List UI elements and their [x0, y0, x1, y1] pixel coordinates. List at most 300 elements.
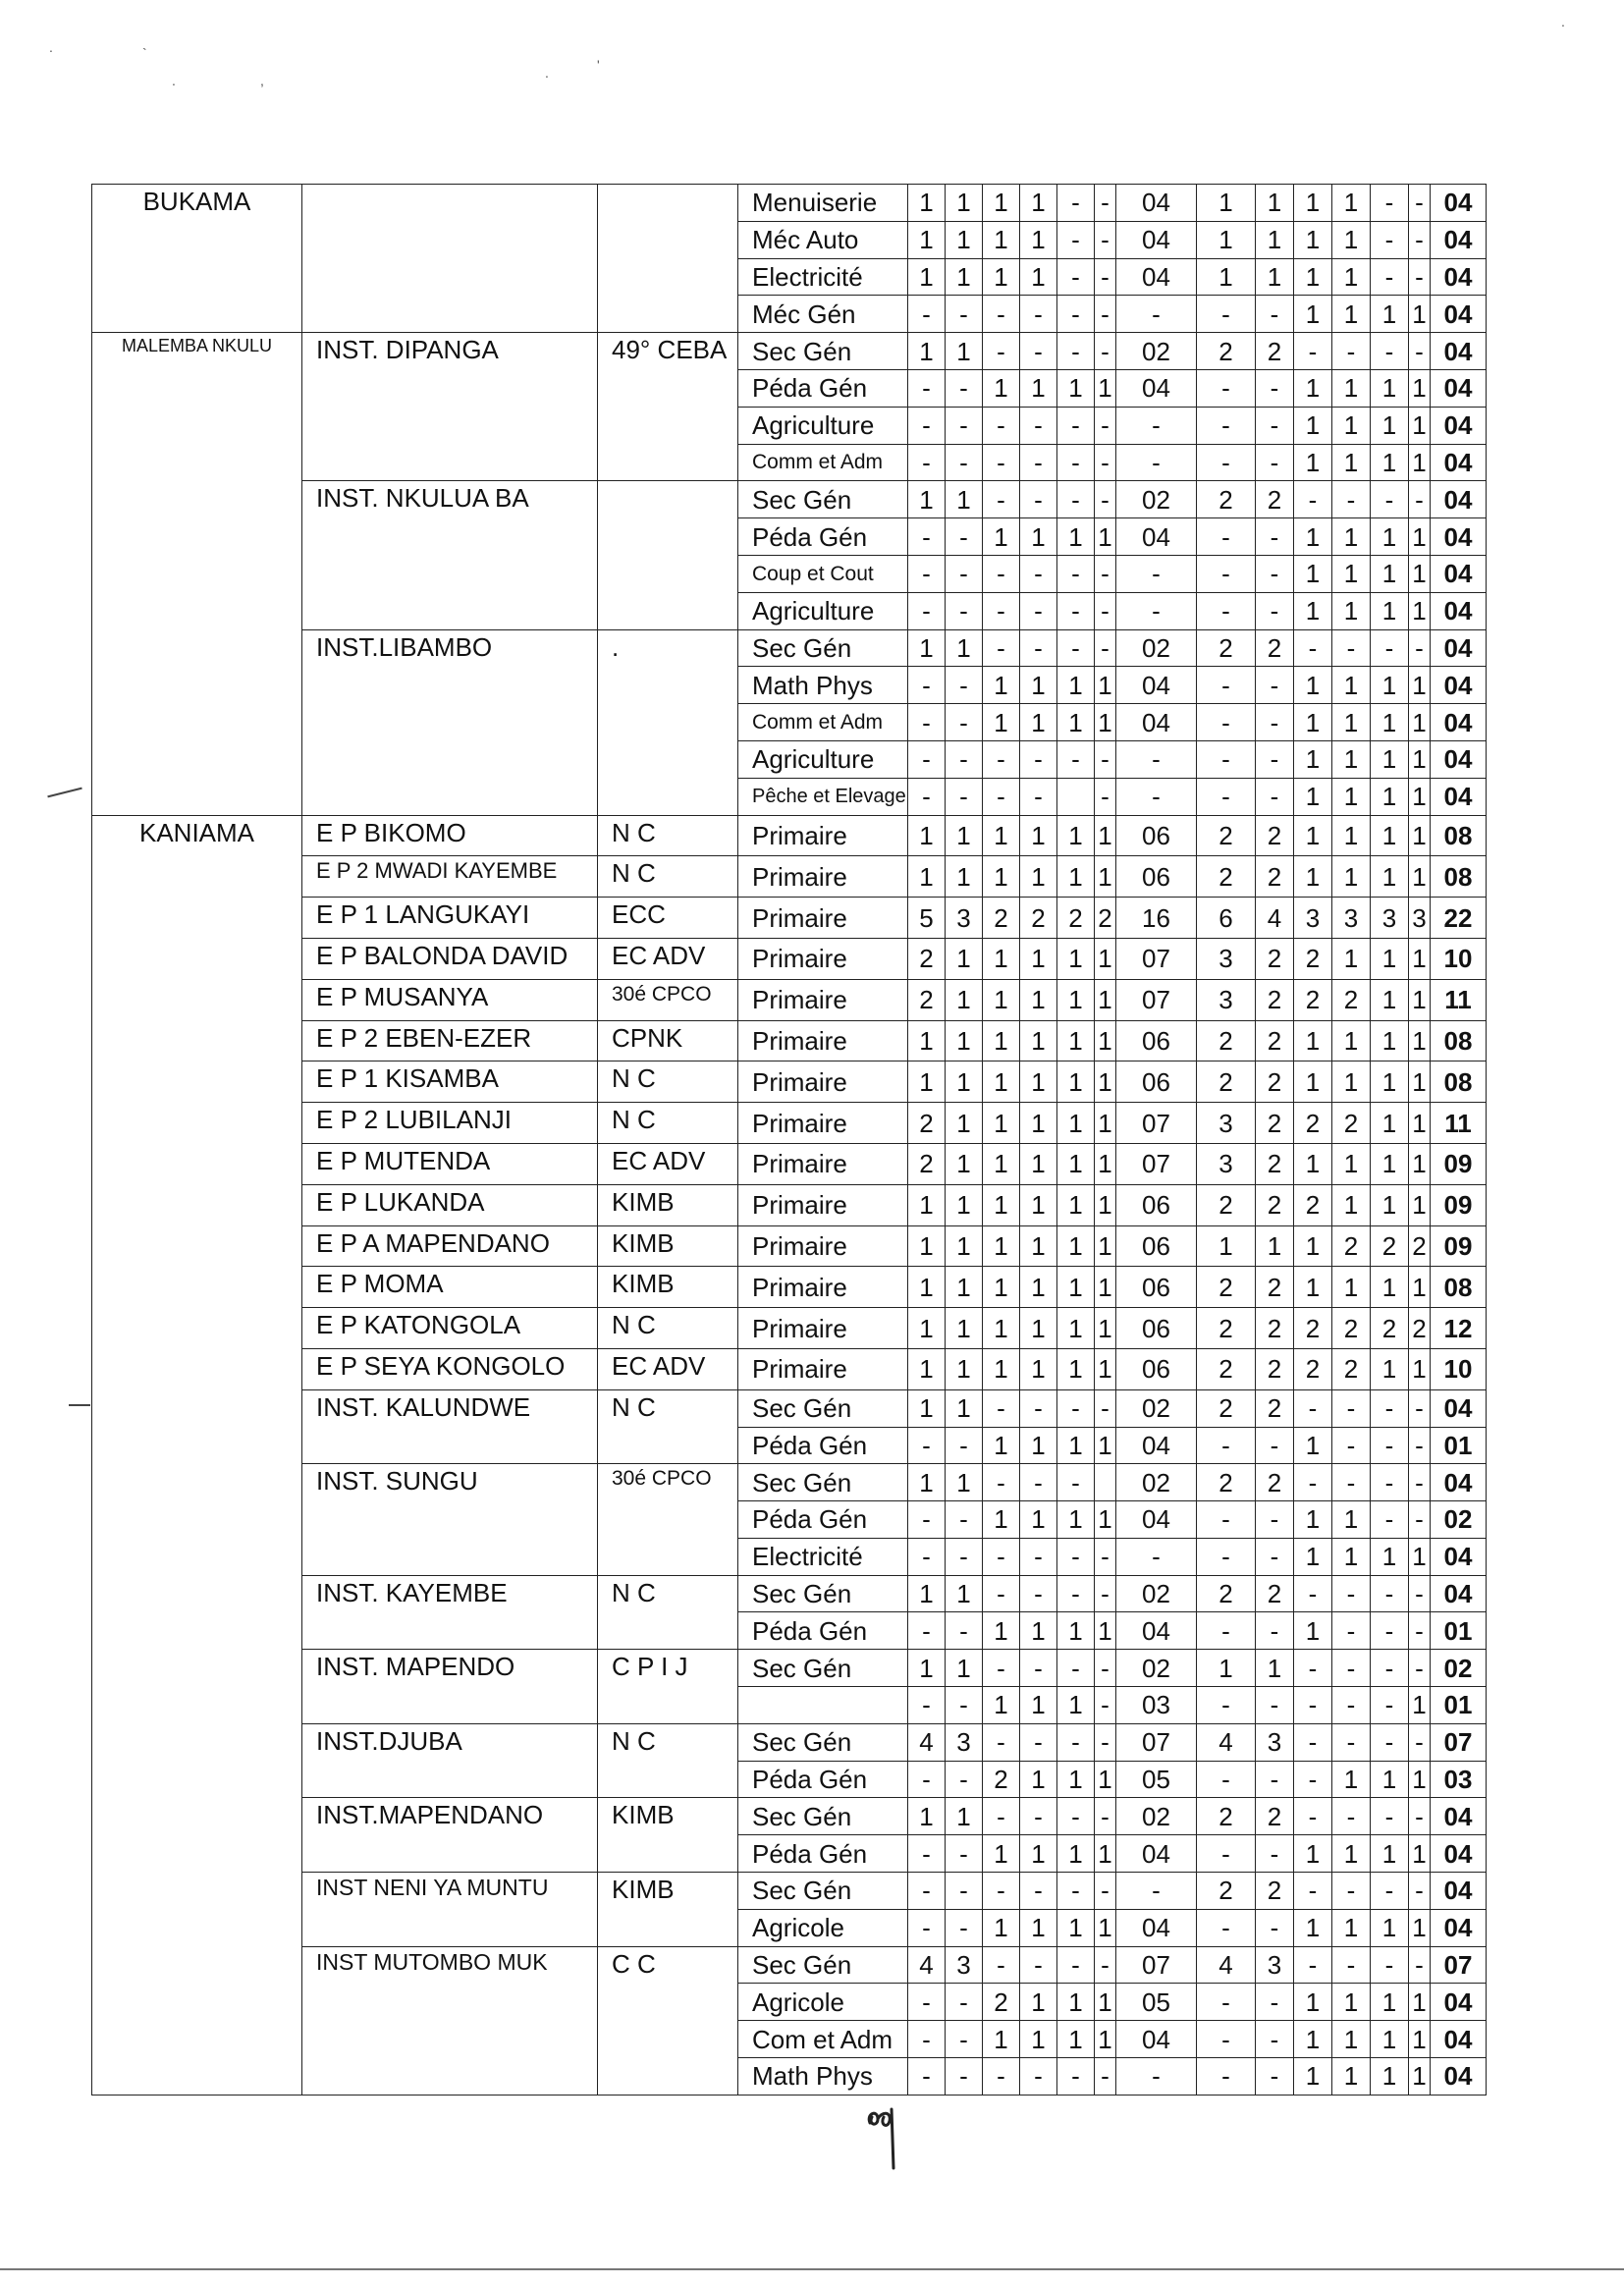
- count-cell: 1: [1294, 2021, 1332, 2058]
- count-cell: 3: [1197, 938, 1256, 979]
- count-cell: -: [908, 2021, 946, 2058]
- count-cell: 06: [1116, 1184, 1197, 1225]
- count-cell: -: [1294, 1575, 1332, 1612]
- school-cell: INST. KALUNDWE: [302, 1389, 598, 1464]
- count-cell: 1: [908, 258, 946, 296]
- count-cell: 1: [908, 1020, 946, 1061]
- regime-cell: [598, 185, 738, 333]
- count-cell: -: [1294, 333, 1332, 370]
- count-cell: -: [908, 2058, 946, 2096]
- count-cell: -: [946, 1538, 983, 1575]
- regime-cell: N C: [598, 1308, 738, 1349]
- count-cell: -: [1294, 1798, 1332, 1835]
- count-cell: -: [1256, 2021, 1294, 2058]
- count-cell: 2: [1256, 1798, 1294, 1835]
- total-cell: 09: [1431, 1225, 1487, 1267]
- school-cell: INST.MAPENDANO: [302, 1798, 598, 1873]
- count-cell: 1: [1409, 667, 1431, 704]
- count-cell: -: [1371, 1873, 1409, 1910]
- count-cell: 04: [1116, 185, 1197, 222]
- count-cell: 2: [983, 1761, 1020, 1798]
- count-cell: 1: [983, 258, 1020, 296]
- count-cell: -: [946, 407, 983, 444]
- total-cell: 01: [1431, 1612, 1487, 1650]
- count-cell: 2: [1256, 1464, 1294, 1501]
- count-cell: 1: [1409, 1687, 1431, 1724]
- count-cell: 1: [1095, 2021, 1116, 2058]
- count-cell: 1: [983, 1501, 1020, 1539]
- count-cell: -: [908, 704, 946, 741]
- regime-cell: C P I J: [598, 1650, 738, 1724]
- scan-mark: ,: [260, 73, 264, 88]
- option-cell: Péda Gén: [738, 518, 908, 556]
- count-cell: 1: [1020, 1835, 1057, 1873]
- option-cell: Primaire: [738, 1020, 908, 1061]
- option-cell: Pêche et Elevage: [738, 778, 908, 815]
- count-cell: -: [1057, 185, 1095, 222]
- count-cell: -: [1095, 1873, 1116, 1910]
- count-cell: 1: [1409, 1184, 1431, 1225]
- count-cell: -: [1409, 221, 1431, 258]
- count-cell: 1: [1294, 1835, 1332, 1873]
- count-cell: 1: [1409, 1909, 1431, 1946]
- count-cell: -: [1409, 258, 1431, 296]
- count-cell: 04: [1116, 1427, 1197, 1464]
- option-cell: Agriculture: [738, 407, 908, 444]
- count-cell: 1: [1057, 979, 1095, 1020]
- count-cell: 1: [946, 481, 983, 518]
- count-cell: 06: [1116, 1225, 1197, 1267]
- count-cell: 2: [1256, 1308, 1294, 1349]
- count-cell: 1: [1371, 1835, 1409, 1873]
- count-cell: 1: [946, 1061, 983, 1103]
- total-cell: 04: [1431, 258, 1487, 296]
- total-cell: 09: [1431, 1184, 1487, 1225]
- count-cell: 1: [1371, 778, 1409, 815]
- count-cell: -: [1057, 592, 1095, 629]
- regime-cell: 30é CPCO: [598, 979, 738, 1020]
- count-cell: -: [908, 1909, 946, 1946]
- regime-cell: N C: [598, 815, 738, 856]
- count-cell: -: [1409, 1427, 1431, 1464]
- total-cell: 08: [1431, 856, 1487, 898]
- option-cell: Primaire: [738, 1143, 908, 1184]
- count-cell: 2: [1197, 1184, 1256, 1225]
- count-cell: 1: [1197, 1650, 1256, 1687]
- count-cell: 1: [946, 1575, 983, 1612]
- count-cell: 1: [1095, 1225, 1116, 1267]
- school-cell: E P MUSANYA: [302, 979, 598, 1020]
- school-cell: E P 2 LUBILANJI: [302, 1103, 598, 1144]
- count-cell: 1: [1332, 258, 1371, 296]
- district-cell: KANIAMA: [92, 815, 302, 2095]
- total-cell: 10: [1431, 938, 1487, 979]
- count-cell: 1: [1095, 856, 1116, 898]
- count-cell: -: [1409, 1501, 1431, 1539]
- count-cell: 2: [1197, 856, 1256, 898]
- count-cell: 2: [1197, 815, 1256, 856]
- total-cell: 02: [1431, 1650, 1487, 1687]
- option-cell: Primaire: [738, 856, 908, 898]
- count-cell: 07: [1116, 938, 1197, 979]
- count-cell: 1: [946, 1143, 983, 1184]
- count-cell: 1: [1256, 1650, 1294, 1687]
- count-cell: -: [1197, 555, 1256, 592]
- count-cell: 6: [1197, 898, 1256, 939]
- count-cell: 2: [1197, 1389, 1256, 1427]
- count-cell: -: [1057, 1464, 1095, 1501]
- count-cell: 1: [1057, 1687, 1095, 1724]
- count-cell: -: [1332, 629, 1371, 667]
- count-cell: -: [1020, 629, 1057, 667]
- count-cell: 04: [1116, 1835, 1197, 1873]
- option-cell: Sec Gén: [738, 1650, 908, 1687]
- count-cell: 1: [1371, 1184, 1409, 1225]
- count-cell: 1: [1409, 856, 1431, 898]
- total-cell: 04: [1431, 704, 1487, 741]
- count-cell: -: [1197, 1687, 1256, 1724]
- count-cell: 1: [1057, 1427, 1095, 1464]
- count-cell: 1: [946, 1464, 983, 1501]
- count-cell: 1: [1020, 979, 1057, 1020]
- count-cell: 1: [1095, 1308, 1116, 1349]
- school-cell: INST MUTOMBO MUK: [302, 1946, 598, 2095]
- count-cell: -: [1197, 592, 1256, 629]
- count-cell: 1: [1020, 1984, 1057, 2021]
- option-cell: Math Phys: [738, 2058, 908, 2096]
- count-cell: -: [1256, 1835, 1294, 1873]
- count-cell: -: [1020, 1798, 1057, 1835]
- count-cell: -: [1294, 1761, 1332, 1798]
- count-cell: -: [1332, 481, 1371, 518]
- count-cell: -: [1332, 333, 1371, 370]
- count-cell: 1: [1409, 1348, 1431, 1389]
- count-cell: 1: [1371, 1020, 1409, 1061]
- count-cell: 2: [1256, 979, 1294, 1020]
- count-cell: -: [1020, 407, 1057, 444]
- count-cell: -: [1057, 1873, 1095, 1910]
- count-cell: -: [983, 1946, 1020, 1984]
- count-cell: 1: [1020, 1267, 1057, 1308]
- regime-cell: N C: [598, 1723, 738, 1798]
- count-cell: 2: [1256, 815, 1294, 856]
- count-cell: 2: [1197, 481, 1256, 518]
- count-cell: -: [908, 1687, 946, 1724]
- count-cell: 02: [1116, 1389, 1197, 1427]
- count-cell: -: [1332, 1650, 1371, 1687]
- count-cell: 1: [983, 518, 1020, 556]
- count-cell: 1: [1409, 1538, 1431, 1575]
- count-cell: -: [1020, 444, 1057, 481]
- total-cell: 04: [1431, 296, 1487, 333]
- count-cell: 1: [946, 815, 983, 856]
- count-cell: -: [1294, 1464, 1332, 1501]
- count-cell: 1: [1294, 1501, 1332, 1539]
- count-cell: 1: [1020, 1061, 1057, 1103]
- count-cell: 07: [1116, 1143, 1197, 1184]
- option-cell: Primaire: [738, 1103, 908, 1144]
- regime-cell: [598, 481, 738, 629]
- count-cell: -: [1116, 1873, 1197, 1910]
- count-cell: 04: [1116, 2021, 1197, 2058]
- count-cell: 5: [908, 898, 946, 939]
- count-cell: 1: [983, 1225, 1020, 1267]
- count-cell: -: [1256, 1538, 1294, 1575]
- option-cell: Math Phys: [738, 667, 908, 704]
- count-cell: -: [1256, 1612, 1294, 1650]
- total-cell: 08: [1431, 1061, 1487, 1103]
- count-cell: 1: [1095, 1835, 1116, 1873]
- count-cell: 03: [1116, 1687, 1197, 1724]
- count-cell: 1: [946, 629, 983, 667]
- total-cell: 04: [1431, 1984, 1487, 2021]
- count-cell: -: [1256, 369, 1294, 407]
- count-cell: 1: [983, 1909, 1020, 1946]
- count-cell: 1: [1409, 704, 1431, 741]
- school-cell: E P MUTENDA: [302, 1143, 598, 1184]
- option-cell: Primaire: [738, 898, 908, 939]
- scan-mark: .: [172, 73, 176, 88]
- count-cell: 1: [1371, 1984, 1409, 2021]
- count-cell: 1: [1020, 2021, 1057, 2058]
- count-cell: 02: [1116, 1798, 1197, 1835]
- count-cell: 1: [1371, 1909, 1409, 1946]
- count-cell: -: [1332, 1723, 1371, 1761]
- count-cell: 1: [1020, 1225, 1057, 1267]
- count-cell: -: [1197, 740, 1256, 778]
- option-cell: Sec Gén: [738, 1946, 908, 1984]
- count-cell: -: [1095, 407, 1116, 444]
- count-cell: -: [983, 1538, 1020, 1575]
- count-cell: 2: [1256, 1143, 1294, 1184]
- count-cell: -: [1371, 1612, 1409, 1650]
- count-cell: -: [1057, 258, 1095, 296]
- count-cell: 2: [908, 1103, 946, 1144]
- count-cell: -: [1095, 333, 1116, 370]
- option-cell: Agriculture: [738, 740, 908, 778]
- school-cell: INST. DIPANGA: [302, 333, 598, 481]
- count-cell: 2: [1256, 1267, 1294, 1308]
- count-cell: 1: [1332, 667, 1371, 704]
- count-cell: 1: [1294, 1143, 1332, 1184]
- count-cell: -: [983, 1798, 1020, 1835]
- option-cell: Primaire: [738, 1184, 908, 1225]
- count-cell: -: [1409, 1612, 1431, 1650]
- count-cell: 1: [1371, 592, 1409, 629]
- count-cell: -: [1197, 778, 1256, 815]
- count-cell: -: [1409, 1575, 1431, 1612]
- count-cell: -: [1116, 444, 1197, 481]
- count-cell: -: [1116, 740, 1197, 778]
- count-cell: 4: [908, 1723, 946, 1761]
- district-cell: MALEMBA NKULU: [92, 333, 302, 815]
- count-cell: 1: [1294, 667, 1332, 704]
- count-cell: 1: [908, 1308, 946, 1349]
- count-cell: 1: [1197, 258, 1256, 296]
- school-cell: INST NENI YA MUNTU: [302, 1873, 598, 1947]
- total-cell: 04: [1431, 2058, 1487, 2096]
- school-cell: INST.DJUBA: [302, 1723, 598, 1798]
- count-cell: -: [983, 555, 1020, 592]
- count-cell: 1: [1020, 1103, 1057, 1144]
- count-cell: -: [1256, 1984, 1294, 2021]
- count-cell: 1: [1409, 1761, 1431, 1798]
- count-cell: -: [1057, 1798, 1095, 1835]
- count-cell: 1: [983, 1308, 1020, 1349]
- count-cell: 07: [1116, 1103, 1197, 1144]
- count-cell: 1: [1057, 1103, 1095, 1144]
- count-cell: 1: [1371, 1348, 1409, 1389]
- count-cell: 1: [1409, 1267, 1431, 1308]
- count-cell: 1: [1409, 555, 1431, 592]
- count-cell: [1095, 1464, 1116, 1501]
- option-cell: Péda Gén: [738, 369, 908, 407]
- option-cell: Comm et Adm: [738, 704, 908, 741]
- count-cell: -: [1409, 1650, 1431, 1687]
- count-cell: 1: [1294, 1909, 1332, 1946]
- count-cell: 1: [983, 704, 1020, 741]
- count-cell: 1: [983, 1061, 1020, 1103]
- count-cell: 1: [1057, 1348, 1095, 1389]
- count-cell: 1: [983, 667, 1020, 704]
- total-cell: 11: [1431, 979, 1487, 1020]
- count-cell: -: [946, 1873, 983, 1910]
- count-cell: -: [1409, 481, 1431, 518]
- school-cell: E P MOMA: [302, 1267, 598, 1308]
- count-cell: 2: [1256, 1103, 1294, 1144]
- school-cell: [302, 185, 598, 333]
- regime-cell: KIMB: [598, 1798, 738, 1873]
- count-cell: -: [1371, 1389, 1409, 1427]
- count-cell: 1: [1332, 1761, 1371, 1798]
- count-cell: -: [1371, 258, 1409, 296]
- scan-mark: .: [545, 65, 549, 81]
- count-cell: 05: [1116, 1984, 1197, 2021]
- count-cell: 1: [946, 1020, 983, 1061]
- count-cell: -: [1256, 592, 1294, 629]
- count-cell: 1: [1294, 740, 1332, 778]
- count-cell: 2: [1197, 1798, 1256, 1835]
- option-cell: Primaire: [738, 1348, 908, 1389]
- count-cell: 1: [1057, 938, 1095, 979]
- count-cell: -: [1057, 1389, 1095, 1427]
- count-cell: 1: [1409, 369, 1431, 407]
- option-cell: Primaire: [738, 979, 908, 1020]
- count-cell: -: [946, 1427, 983, 1464]
- count-cell: -: [1256, 1761, 1294, 1798]
- table-row: [92, 185, 1487, 222]
- count-cell: 1: [1095, 815, 1116, 856]
- count-cell: 1: [1057, 1984, 1095, 2021]
- count-cell: 1: [1409, 1835, 1431, 1873]
- count-cell: -: [946, 1761, 983, 1798]
- count-cell: -: [1332, 1464, 1371, 1501]
- option-cell: Méc Auto: [738, 221, 908, 258]
- count-cell: -: [946, 444, 983, 481]
- total-cell: 04: [1431, 518, 1487, 556]
- count-cell: -: [1095, 592, 1116, 629]
- option-cell: Primaire: [738, 1225, 908, 1267]
- count-cell: 1: [1294, 592, 1332, 629]
- count-cell: 1: [983, 221, 1020, 258]
- count-cell: -: [1057, 740, 1095, 778]
- count-cell: 1: [1057, 1020, 1095, 1061]
- count-cell: 2: [908, 979, 946, 1020]
- count-cell: -: [1371, 1946, 1409, 1984]
- count-cell: -: [1197, 1761, 1256, 1798]
- school-cell: INST. KAYEMBE: [302, 1575, 598, 1650]
- count-cell: 3: [946, 898, 983, 939]
- total-cell: 04: [1431, 221, 1487, 258]
- count-cell: -: [1332, 1389, 1371, 1427]
- count-cell: 1: [1409, 1103, 1431, 1144]
- option-cell: Sec Gén: [738, 629, 908, 667]
- count-cell: -: [1057, 333, 1095, 370]
- total-cell: 04: [1431, 407, 1487, 444]
- count-cell: 1: [1095, 1909, 1116, 1946]
- count-cell: -: [1020, 481, 1057, 518]
- count-cell: -: [1256, 518, 1294, 556]
- count-cell: 1: [1095, 1501, 1116, 1539]
- count-cell: 1: [1095, 979, 1116, 1020]
- count-cell: -: [946, 296, 983, 333]
- count-cell: -: [1294, 1389, 1332, 1427]
- count-cell: -: [908, 518, 946, 556]
- total-cell: 10: [1431, 1348, 1487, 1389]
- count-cell: 04: [1116, 1909, 1197, 1946]
- count-cell: -: [1197, 369, 1256, 407]
- count-cell: 1: [1332, 518, 1371, 556]
- count-cell: -: [983, 629, 1020, 667]
- count-cell: 1: [1332, 1835, 1371, 1873]
- count-cell: 1: [1294, 369, 1332, 407]
- count-cell: 2: [908, 938, 946, 979]
- school-cell: INST. MAPENDO: [302, 1650, 598, 1724]
- count-cell: 1: [983, 979, 1020, 1020]
- count-cell: 2: [1256, 1873, 1294, 1910]
- count-cell: 1: [1095, 1427, 1116, 1464]
- count-cell: -: [1095, 1538, 1116, 1575]
- option-cell: Sec Gén: [738, 1389, 908, 1427]
- count-cell: -: [946, 518, 983, 556]
- total-cell: 04: [1431, 740, 1487, 778]
- count-cell: -: [908, 740, 946, 778]
- total-cell: 01: [1431, 1687, 1487, 1724]
- total-cell: 02: [1431, 1501, 1487, 1539]
- count-cell: 3: [1197, 979, 1256, 1020]
- count-cell: 1: [1256, 221, 1294, 258]
- count-cell: -: [1256, 2058, 1294, 2096]
- count-cell: -: [1020, 1650, 1057, 1687]
- option-cell: Méc Gén: [738, 296, 908, 333]
- option-cell: Com et Adm: [738, 2021, 908, 2058]
- count-cell: 06: [1116, 1061, 1197, 1103]
- option-cell: Sec Gén: [738, 1873, 908, 1910]
- count-cell: -: [1294, 1650, 1332, 1687]
- count-cell: 1: [1332, 1501, 1371, 1539]
- count-cell: 1: [1371, 979, 1409, 1020]
- count-cell: 1: [983, 1348, 1020, 1389]
- count-cell: -: [1057, 1723, 1095, 1761]
- count-cell: 06: [1116, 1267, 1197, 1308]
- count-cell: -: [1197, 1909, 1256, 1946]
- count-cell: 1: [908, 1464, 946, 1501]
- count-cell: 1: [1020, 1143, 1057, 1184]
- total-cell: 04: [1431, 778, 1487, 815]
- count-cell: 1: [1294, 407, 1332, 444]
- count-cell: -: [1095, 1723, 1116, 1761]
- count-cell: 02: [1116, 333, 1197, 370]
